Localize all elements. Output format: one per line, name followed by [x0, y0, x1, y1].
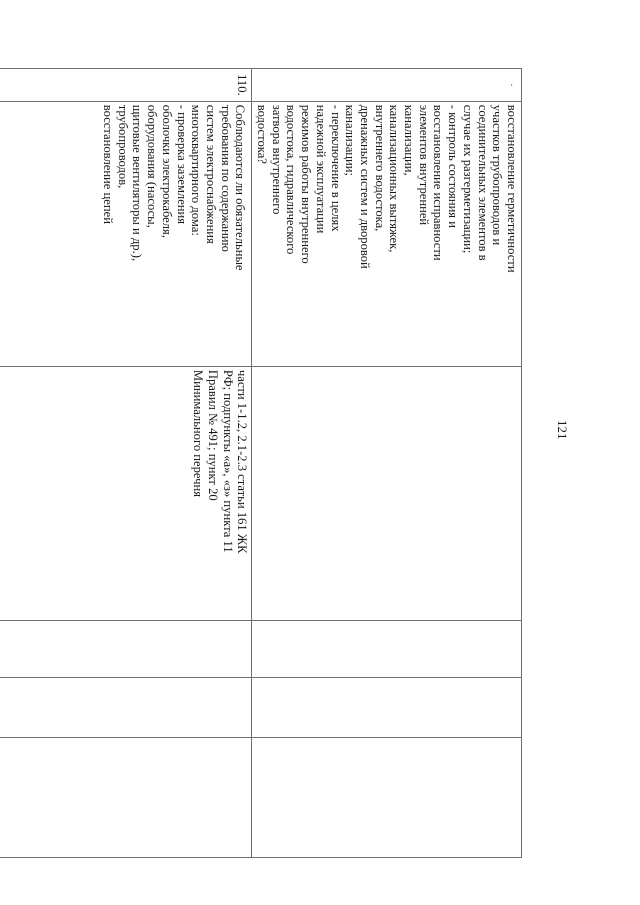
requirement-line: элементов внутренней [416, 104, 431, 226]
requirement-line: трубопроводов, [115, 104, 130, 189]
reference-line: части 1-1.2, 2.1-2.3 статьи 161 ЖК [235, 369, 250, 554]
requirement-line: водостока? [255, 104, 270, 164]
reference-line: Минимального перечня [191, 369, 206, 498]
requirement-line: режимов работы внутреннего [299, 104, 314, 264]
requirement-line: дренажных систем и дворовой [357, 104, 372, 269]
requirement-line: Соблюдаются ли обязательные [233, 104, 248, 271]
reference-cell [0, 366, 252, 620]
requirement-line: систем электроснабжения [203, 104, 218, 244]
requirement-line: канализации; [343, 104, 358, 176]
requirement-line: затвора внутреннего [269, 104, 284, 215]
requirement-line: многоквартирного дома: [189, 104, 204, 236]
answer-cell-yes [252, 621, 522, 678]
answer-cell-yes [0, 621, 252, 678]
requirement-line: соединительных элементов в [475, 104, 490, 261]
answer-cell-no [0, 677, 252, 737]
requirement-cell [0, 101, 252, 366]
requirement-line: оболочки электрокабеля, [159, 104, 174, 238]
row-number: 110. [235, 74, 250, 96]
requirement-line: - переключение в целях [328, 104, 343, 232]
table-row [0, 69, 252, 858]
row-number-cell [252, 69, 522, 102]
inspection-table [0, 68, 522, 858]
requirement-line: случае их разгерметизации; [460, 104, 475, 254]
requirement-line: восстановление герметичности [505, 104, 519, 273]
reference-line: Правил № 491; пункт 20 [205, 369, 220, 501]
requirement-line: канализации, [402, 104, 417, 176]
requirement-line: водостока, гидравлического [284, 104, 299, 255]
requirement-line: внутреннего водостока, [372, 104, 387, 232]
reference-cell [252, 366, 522, 620]
table-row [252, 69, 522, 858]
row-mark: · [505, 83, 516, 87]
reference-line: РФ; подпункты «а», «з» пункта 11 [220, 369, 235, 553]
requirement-line: - контроль состояния и [446, 104, 461, 228]
note-cell [0, 737, 252, 857]
page-number: 121 [555, 420, 570, 440]
requirement-line: оборудования (насосы, [145, 104, 160, 228]
requirement-cell [252, 101, 522, 366]
requirement-line: восстановление исправности [431, 104, 446, 261]
requirement-line: требования по содержанию [218, 104, 233, 252]
answer-cell-no [252, 677, 522, 737]
requirement-line: - проверка заземления [174, 104, 189, 225]
requirement-line: надежной эксплуатации [313, 104, 328, 234]
requirement-line: щитовые вентиляторы и др.), [130, 104, 145, 262]
requirement-line: участков трубопроводов и [490, 104, 505, 246]
requirement-line: канализационных вытяжек, [387, 104, 402, 253]
requirement-line: восстановление цепей [101, 104, 116, 224]
note-cell [252, 737, 522, 857]
row-number-cell [0, 69, 252, 102]
